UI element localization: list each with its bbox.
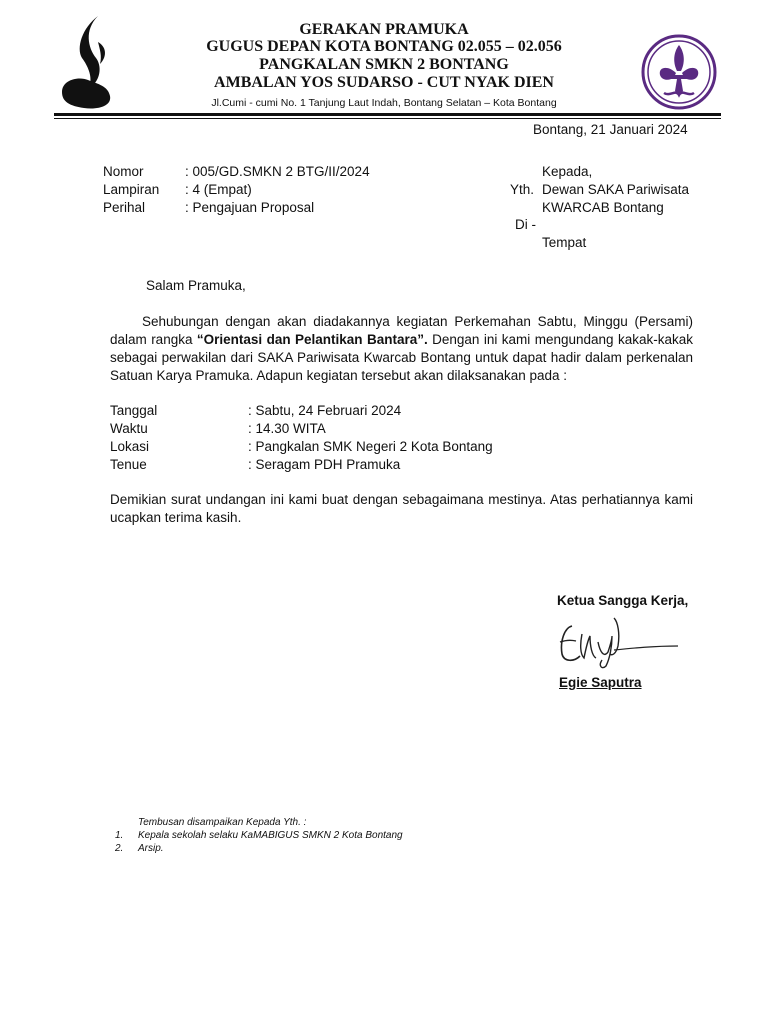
cc-item: Arsip. <box>138 843 164 854</box>
recipient-kepada: Kepada, <box>542 164 593 179</box>
detail-label-waktu: Waktu <box>110 421 148 436</box>
cc-item-number: 1. <box>115 830 124 841</box>
body-paragraph-1-start: Sehubungan dengan akan diadakannya kegiatan Perkemahan Sabtu, Minggu (Persami) dalam rangka <box>110 314 693 347</box>
body-paragraph-1-end: Dengan ini kami mengundang kakak-kakak sebagai perwakilan dari SAKA Pariwisata Kwarcab Bontang untuk dapat hadir dalam perkenalan Satuan Karya Pramuka. Adapun kegiatan tersebut akan dilaksanakan pada : <box>110 332 693 383</box>
letterhead-divider-thin <box>54 118 721 119</box>
pangkalan-line: PANGKALAN SMKN 2 BONTANG <box>259 56 509 73</box>
perihal-value: : Pengajuan Proposal <box>185 200 315 215</box>
nomor-value: : 005/GD.SMKN 2 BTG/II/2024 <box>185 164 370 179</box>
handwritten-signature <box>554 612 684 670</box>
detail-value-lokasi: : Pangkalan SMK Negeri 2 Kota Bontang <box>248 439 493 454</box>
closing-paragraph: Demikian surat undangan ini kami buat dengan sebagaimana mestinya. Atas perhatiannya kami ucapkan terima kasih. <box>110 492 693 525</box>
detail-label-tanggal: Tanggal <box>110 403 158 418</box>
detail-value-tanggal: : Sabtu, 24 Februari 2024 <box>248 403 402 418</box>
cc-heading: Tembusan disampaikan Kepada Yth. : <box>138 817 307 828</box>
signer-name: Egie Saputra <box>559 675 642 690</box>
recipient-yth: Yth. <box>510 182 535 197</box>
cc-item: Kepala sekolah selaku KaMABIGUS SMKN 2 Kota Bontang <box>138 830 403 841</box>
event-name: “Orientasi dan Pelantikan Bantara”. <box>196 332 428 347</box>
greeting: Salam Pramuka, <box>146 278 246 293</box>
recipient-name: Dewan SAKA Pariwisata <box>542 182 690 197</box>
perihal-label: Perihal <box>103 200 146 215</box>
recipient-org: KWARCAB Bontang <box>542 200 664 215</box>
letterhead-address: Jl.Cumi - cumi No. 1 Tanjung Laut Indah, Bontang Selatan – Kota Bontang <box>211 97 557 109</box>
detail-label-lokasi: Lokasi <box>110 439 150 454</box>
nomor-label: Nomor <box>103 164 144 179</box>
cc-item-number: 2. <box>115 843 124 854</box>
recipient-tempat: Tempat <box>542 235 587 250</box>
detail-value-tenue: : Seragam PDH Pramuka <box>248 457 401 472</box>
recipient-di: Di - <box>515 217 536 232</box>
gugus-depan-line: GUGUS DEPAN KOTA BONTANG 02.055 – 02.056 <box>206 38 562 55</box>
org-title: GERAKAN PRAMUKA <box>299 21 469 38</box>
body-paragraph-1 <box>110 313 693 385</box>
lampiran-value: : 4 (Empat) <box>185 182 252 197</box>
place-date: Bontang, 21 Januari 2024 <box>533 122 688 137</box>
letterhead-divider <box>54 113 721 116</box>
lampiran-label: Lampiran <box>103 182 160 197</box>
ambalan-line: AMBALAN YOS SUDARSO - CUT NYAK DIEN <box>214 74 554 91</box>
detail-value-waktu: : 14.30 WITA <box>248 421 326 436</box>
signature-title: Ketua Sangga Kerja, <box>557 593 689 608</box>
detail-label-tenue: Tenue <box>110 457 147 472</box>
